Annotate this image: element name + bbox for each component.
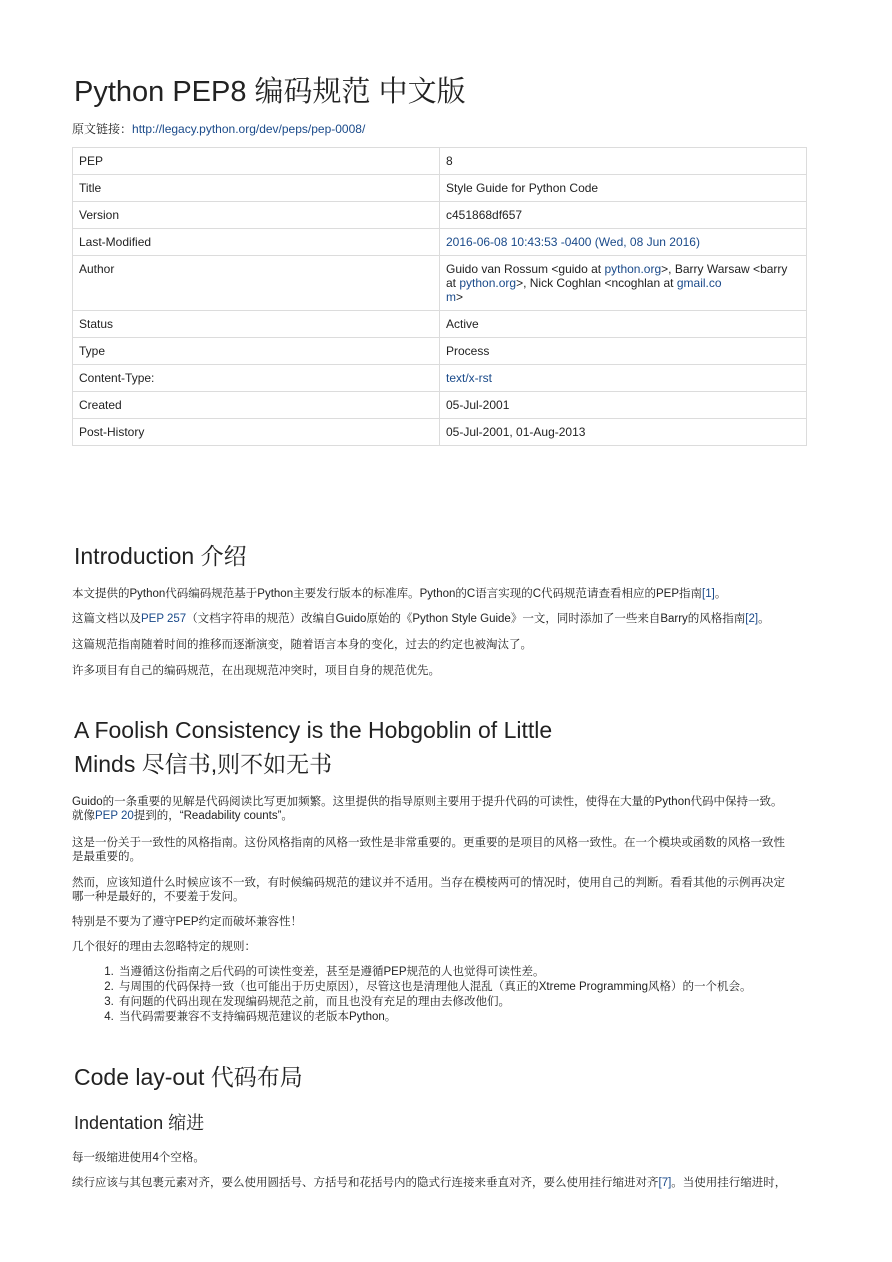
rules-list xyxy=(72,965,857,1025)
text: 提到的，“Readability counts”。 xyxy=(133,810,293,822)
meta-key: Type xyxy=(73,338,440,365)
meta-value: Active xyxy=(440,311,807,338)
list-item: 4. 当代码需要兼容不支持编码规范建议的老版本Python。 xyxy=(117,1010,857,1025)
text: 这篇文档以及 xyxy=(72,613,141,625)
section-heading-foolish-line1: A Foolish Consistency is the Hobgoblin of Little xyxy=(74,717,553,743)
meta-value xyxy=(440,365,807,392)
section-heading-introduction: Introduction 介绍 xyxy=(74,543,247,569)
author-text: Guido van Rossum <guido at xyxy=(446,262,605,276)
text: 哪一种是最好的，不要羞于发问。 xyxy=(72,891,245,903)
meta-value xyxy=(440,256,807,311)
author-text: >, Barry Warsaw <barry at xyxy=(446,262,788,290)
table-row xyxy=(73,338,807,365)
meta-value: c451868df657 xyxy=(440,202,807,229)
last-modified-link[interactable]: 2016-06-08 10:43:53 -0400 (Wed, 08 Jun 2016) xyxy=(446,235,700,249)
list-item: 1. 当遵循这份指南之后代码的可读性变差，甚至是遵循PEP规范的人也觉得可读性差。 xyxy=(117,965,857,980)
text: 是最重要的。 xyxy=(72,851,141,863)
text: 。 xyxy=(714,588,727,600)
paragraph xyxy=(72,1176,820,1190)
table-row xyxy=(73,229,807,256)
pep-metadata-table xyxy=(72,147,807,446)
section-heading-code-layout: Code lay-out 代码布局 xyxy=(74,1064,303,1090)
pep-20-link[interactable]: PEP 20 xyxy=(95,810,134,822)
paragraph xyxy=(72,836,820,864)
text: 本文提供的Python代码编码规范基于Python主要发行版本的标准库。Python的C语言实现的C代码规范请查看相应的PEP指南 xyxy=(72,588,703,600)
list-item: 2. 与周围的代码保持一致（也可能出于历史原因），尽管这也是清理他人混乱（真正的Xtreme Programming风格）的一个机会。 xyxy=(117,980,857,995)
meta-key: Post-History xyxy=(73,419,440,446)
table-row xyxy=(73,419,807,446)
meta-key: PEP xyxy=(73,148,440,175)
table-row xyxy=(73,175,807,202)
text: 然而，应该知道什么时候应该不一致，有时候编码规范的建议并不适用。当存在模棱两可的情况时，使用自己的判断。看看其他的示例再决定 xyxy=(72,877,785,889)
meta-value: 8 xyxy=(440,148,807,175)
meta-value: Style Guide for Python Code xyxy=(440,175,807,202)
author-text: > xyxy=(456,290,464,304)
section-heading-foolish-line2: Minds 尽信书,则不如无书 xyxy=(74,751,333,777)
meta-value: Process xyxy=(440,338,807,365)
paragraph: 许多项目有自己的编码规范，在出现规范冲突时，项目自身的规范优先。 xyxy=(72,665,440,677)
table-row xyxy=(73,365,807,392)
author-email-link-cont[interactable]: m xyxy=(446,290,456,304)
meta-key: Content-Type: xyxy=(73,365,440,392)
paragraph: 特别是不要为了遵守PEP约定而破坏兼容性！ xyxy=(72,916,303,928)
paragraph: 几个很好的理由去忽略特定的规则： xyxy=(72,941,256,953)
source-link[interactable]: http://legacy.python.org/dev/peps/pep-0008/ xyxy=(132,122,366,136)
table-row xyxy=(73,392,807,419)
pep-257-link[interactable]: PEP 257 xyxy=(141,613,187,625)
footnote-link[interactable]: [1] xyxy=(702,588,715,600)
text: （文档字符串的规范）改编自Guido原始的《Python Style Guide》一文，同时添加了一些来自Barry的风格指南 xyxy=(186,613,746,625)
meta-value: 05-Jul-2001, 01-Aug-2013 xyxy=(440,419,807,446)
paragraph: 每一级缩进使用4个空格。 xyxy=(72,1152,205,1164)
meta-key: Last-Modified xyxy=(73,229,440,256)
table-row xyxy=(73,202,807,229)
meta-key: Author xyxy=(73,256,440,311)
table-row xyxy=(73,311,807,338)
table-row xyxy=(73,256,807,311)
paragraph xyxy=(72,876,820,904)
page-title: Python PEP8 编码规范 中文版 xyxy=(74,76,466,108)
source-label: 原文链接： xyxy=(72,122,133,136)
list-item: 3. 有问题的代码出现在发现编码规范之前，而且也没有充足的理由去修改他们。 xyxy=(117,995,857,1010)
subsection-heading-indentation: Indentation 缩进 xyxy=(74,1113,205,1133)
content-type-link[interactable]: text/x-rst xyxy=(446,371,493,385)
source-link-line xyxy=(72,121,365,137)
paragraph xyxy=(72,587,820,601)
meta-value: 05-Jul-2001 xyxy=(440,392,807,419)
meta-key: Status xyxy=(73,311,440,338)
paragraph: 这篇规范指南随着时间的推移而逐渐演变，随着语言本身的变化，过去的约定也被淘汰了。 xyxy=(72,639,532,651)
text: Guido的一条重要的见解是代码阅读比写更加频繁。这里提供的指导原则主要用于提升代码的可读性，使得在大量的Python代码中保持一致。 xyxy=(72,796,783,808)
author-email-link[interactable]: python.org xyxy=(459,276,517,290)
author-text: >, Nick Coghlan <ncoghlan at xyxy=(516,276,677,290)
paragraph xyxy=(72,612,820,626)
meta-key: Version xyxy=(73,202,440,229)
meta-key: Created xyxy=(73,392,440,419)
text: 续行应该与其包裹元素对齐，要么使用圆括号、方括号和花括号内的隐式行连接来垂直对齐，要么使用挂行缩进对齐 xyxy=(72,1177,659,1189)
table-row xyxy=(73,148,807,175)
author-email-link[interactable]: python.org xyxy=(604,262,662,276)
meta-key: Title xyxy=(73,175,440,202)
text: 就像 xyxy=(72,810,95,822)
author-email-link[interactable]: gmail.co xyxy=(676,276,722,290)
footnote-link[interactable]: [2] xyxy=(745,613,759,625)
paragraph xyxy=(72,795,820,823)
text: 这是一份关于一致性的风格指南。这份风格指南的风格一致性是非常重要的。更重要的是项目的风格一致性。在一个模块或函数的风格一致性 xyxy=(72,837,785,849)
text: 。 xyxy=(758,613,770,625)
footnote-link[interactable]: [7] xyxy=(658,1177,672,1189)
text: 。当使用挂行缩进时， xyxy=(671,1177,787,1189)
meta-value xyxy=(440,229,807,256)
